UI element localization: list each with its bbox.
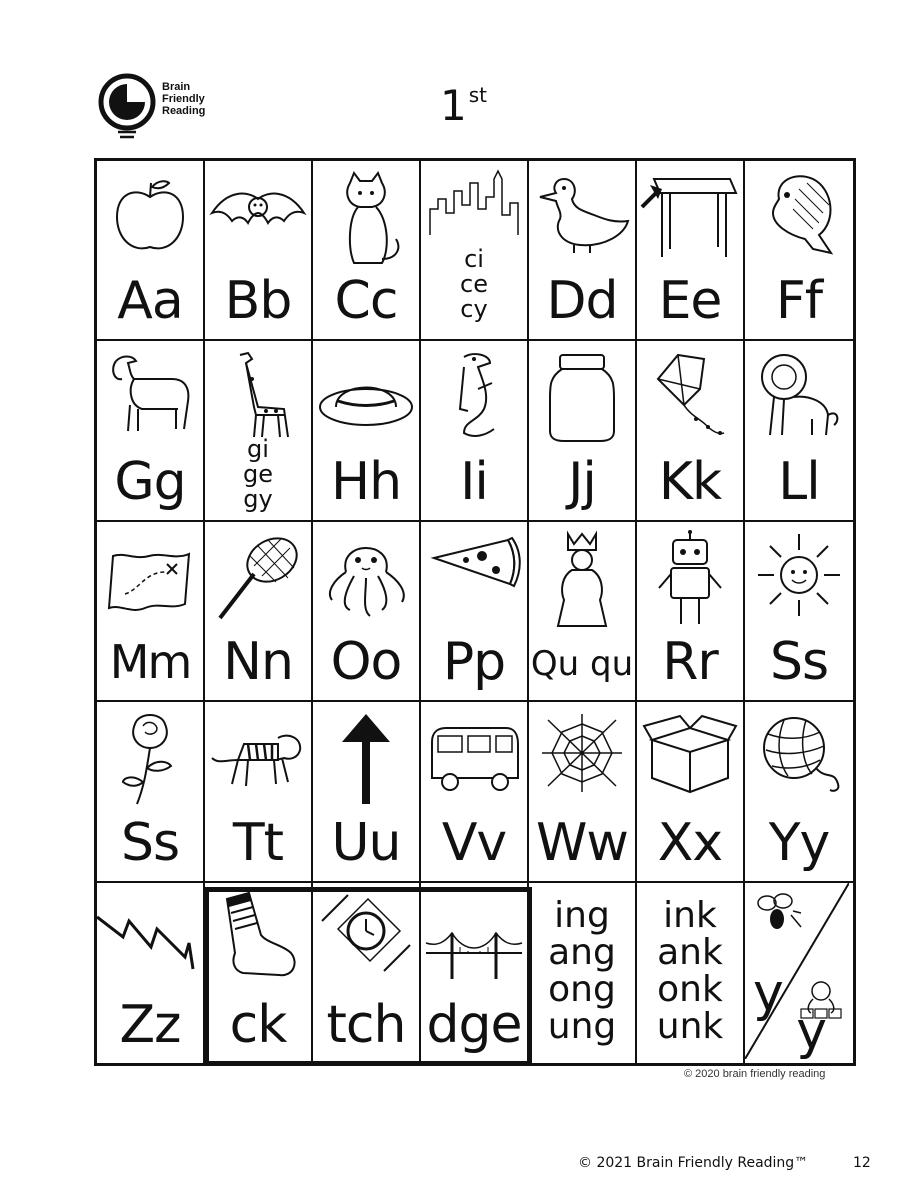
tiger-icon <box>208 724 308 794</box>
letter-label: Pp <box>442 632 506 693</box>
card-ck <box>205 883 313 1063</box>
letter-label: Tt <box>232 812 284 873</box>
ending-ank: ank <box>657 931 723 973</box>
card-v <box>421 702 529 882</box>
ending-ink: ink <box>663 894 717 936</box>
card-b <box>205 161 313 341</box>
cat-icon <box>326 169 406 269</box>
logo-text: Brain Friendly Reading <box>162 81 206 117</box>
card-x <box>637 702 745 882</box>
web-icon <box>534 710 630 796</box>
iguana-icon <box>434 349 514 445</box>
alphabet-chart <box>94 158 856 1066</box>
goat-icon <box>102 349 198 435</box>
card-w <box>529 702 637 882</box>
card-l <box>745 341 853 521</box>
watch-icon <box>318 891 414 975</box>
kite-icon <box>648 349 732 445</box>
card-j <box>529 341 637 521</box>
letter-label: Mm <box>109 635 191 690</box>
letter-label: Ss <box>769 632 829 693</box>
pizza-icon <box>426 530 522 618</box>
ending-ing: ing <box>554 894 610 936</box>
letter-label: Dd <box>546 271 618 332</box>
card-u <box>313 702 421 882</box>
letter-label: Xx <box>657 812 723 873</box>
letter-label: Gg <box>114 451 186 512</box>
letter-label: Yy <box>768 812 830 873</box>
ending-onk: onk <box>657 968 723 1010</box>
giraffe-icon <box>218 349 298 439</box>
ending-ung: ung <box>547 1005 617 1047</box>
zigzag-icon <box>97 907 195 977</box>
letter-label: Ii <box>460 451 488 512</box>
card-k <box>637 341 745 521</box>
jar-icon <box>542 349 622 445</box>
card-t <box>205 702 313 882</box>
card-soft-c <box>421 161 529 341</box>
octopus-icon <box>318 530 414 622</box>
card-p <box>421 522 529 702</box>
card-soft-g <box>205 341 313 521</box>
box-icon <box>642 710 738 796</box>
card-ng-endings <box>529 883 637 1063</box>
fish-icon <box>759 169 839 259</box>
card-tch <box>313 883 421 1063</box>
card-e <box>637 161 745 341</box>
up-arrow-icon <box>336 710 396 806</box>
lightbulb-logo-icon <box>98 72 160 142</box>
card-f <box>745 161 853 341</box>
letter-label: Bb <box>224 271 292 332</box>
duck-icon <box>534 169 630 253</box>
card-d <box>529 161 637 341</box>
letter-label: Ww <box>536 812 628 873</box>
letter-label: Uu <box>331 812 401 873</box>
letter-label: Ee <box>658 271 722 332</box>
footer-copyright: © 2021 Brain Friendly Reading™ <box>578 1155 809 1171</box>
sun-icon <box>754 530 844 620</box>
letter-label: Kk <box>658 451 722 512</box>
card-a <box>97 161 205 341</box>
page-number: 12 <box>853 1155 871 1171</box>
card-i <box>421 341 529 521</box>
card-r <box>637 522 745 702</box>
table-edge-icon <box>640 169 740 261</box>
bat-icon <box>208 169 308 249</box>
spelling-ge: ge <box>243 460 273 489</box>
letter-label: Nn <box>223 632 293 693</box>
card-o <box>313 522 421 702</box>
van-icon <box>426 722 522 798</box>
card-y <box>745 702 853 882</box>
letter-label: Rr <box>662 632 718 693</box>
letter-label: Zz <box>119 994 181 1055</box>
sock-icon <box>213 891 303 981</box>
ending-ong: ong <box>548 968 616 1010</box>
letter-y-vowel: y <box>796 1000 827 1061</box>
soft-g-spellings <box>205 437 311 512</box>
letter-label: dge <box>426 994 522 1055</box>
hat-icon <box>316 367 416 437</box>
card-h <box>313 341 421 521</box>
chart-copyright: © 2020 brain friendly reading <box>684 1068 826 1080</box>
rose-icon <box>115 710 185 806</box>
card-s-sun <box>745 522 853 702</box>
spelling-cy: cy <box>460 295 488 323</box>
card-g <box>97 341 205 521</box>
apple-icon <box>105 169 195 259</box>
fly-icon <box>753 891 803 935</box>
card-nk-endings <box>637 883 745 1063</box>
robot-icon <box>655 530 725 630</box>
card-y-vowel <box>745 883 853 1063</box>
spelling-gi: gi <box>247 435 269 464</box>
title-superscript: st <box>468 83 487 107</box>
soft-c-spellings <box>421 247 527 322</box>
lion-icon <box>754 349 844 441</box>
card-z <box>97 883 205 1063</box>
bridge-icon <box>424 923 524 983</box>
city-skyline-icon <box>426 169 522 239</box>
letter-label: Aa <box>117 271 183 332</box>
letter-y-consonant: y <box>753 962 784 1023</box>
page-title <box>440 82 487 137</box>
queen-icon <box>542 530 622 630</box>
letter-label: Hh <box>330 451 402 512</box>
ending-ang: ang <box>548 931 616 973</box>
title-number: 1 <box>440 81 467 130</box>
letter-label: Vv <box>441 812 507 873</box>
spelling-ce: ce <box>460 270 488 298</box>
ng-ending-list <box>529 894 635 1047</box>
map-icon <box>105 542 195 622</box>
card-n <box>205 522 313 702</box>
nk-ending-list <box>637 894 743 1047</box>
spelling-ci: ci <box>464 245 484 273</box>
letter-label: Qu qu <box>530 644 634 685</box>
letter-label: Ff <box>775 271 823 332</box>
card-dge <box>421 883 529 1063</box>
card-c <box>313 161 421 341</box>
letter-label: Oo <box>330 632 402 693</box>
letter-label: Jj <box>568 451 596 512</box>
yarn-icon <box>754 710 844 796</box>
letter-label: Cc <box>334 271 398 332</box>
card-m <box>97 522 205 702</box>
net-icon <box>210 530 306 626</box>
letter-label: Ll <box>778 451 820 512</box>
brain-friendly-reading-logo <box>98 72 228 142</box>
spelling-gy: gy <box>243 485 273 514</box>
letter-label: Ss <box>120 812 180 873</box>
card-qu <box>529 522 637 702</box>
ending-unk: unk <box>656 1005 724 1047</box>
letter-label: tch <box>326 994 406 1055</box>
letter-label: ck <box>229 994 287 1055</box>
card-s-rose <box>97 702 205 882</box>
